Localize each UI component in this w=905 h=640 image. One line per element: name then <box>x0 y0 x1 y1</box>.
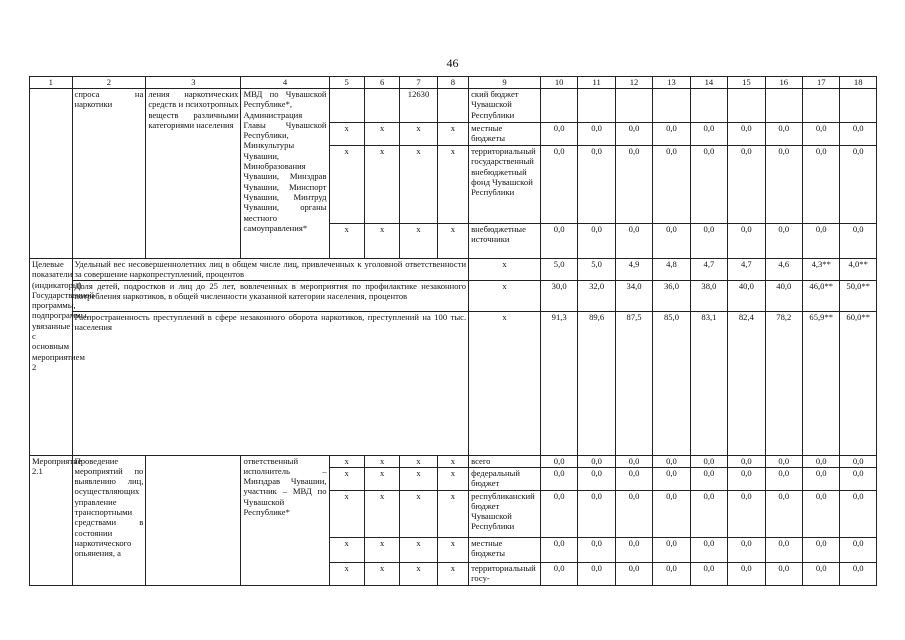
event-result-cell <box>146 455 241 585</box>
value-cell: 0,0 <box>615 224 652 259</box>
indicator-mark-cell: x <box>469 259 541 281</box>
funding-source-cell: территориальный госу- <box>469 562 541 585</box>
funding-source-cell: всего <box>469 455 541 467</box>
value-cell: 0,0 <box>615 537 652 562</box>
value-cell: 0,0 <box>653 490 690 537</box>
value-cell: 0,0 <box>803 123 840 146</box>
value-cell: 0,0 <box>765 123 802 146</box>
value-cell: 4,9 <box>615 259 652 281</box>
value-cell: 0,0 <box>653 146 690 224</box>
code-cell: 12630 <box>400 89 437 123</box>
indicator-row <box>30 311 877 455</box>
value-cell: 0,0 <box>578 467 615 490</box>
value-cell: 0,0 <box>803 562 840 585</box>
value-cell: 0,0 <box>803 467 840 490</box>
value-cell: 0,0 <box>765 455 802 467</box>
value-cell: 0,0 <box>615 146 652 224</box>
value-cell: 46,0** <box>803 280 840 311</box>
value-cell: 0,0 <box>540 467 577 490</box>
value-cell: 40,0 <box>728 280 765 311</box>
value-cell: 0,0 <box>578 224 615 259</box>
value-cell: 5,0 <box>578 259 615 281</box>
event-executor-cell: ответственный исполнитель – Минздрав Чувашии, участник – МВД по Чувашской Республике* <box>241 455 329 585</box>
value-cell: 89,6 <box>578 311 615 455</box>
column-number-6: 6 <box>364 77 399 89</box>
column-number-18: 18 <box>840 77 877 89</box>
value-cell: 0,0 <box>840 224 877 259</box>
value-cell <box>540 89 577 123</box>
value-cell: 0,0 <box>840 455 877 467</box>
value-cell: 4,6 <box>765 259 802 281</box>
code-cell: x <box>329 224 364 259</box>
value-cell: 0,0 <box>690 490 727 537</box>
value-cell: 78,2 <box>765 311 802 455</box>
value-cell: 91,3 <box>540 311 577 455</box>
table-body <box>30 77 877 586</box>
code-cell: x <box>400 562 437 585</box>
value-cell: 0,0 <box>578 146 615 224</box>
activity-result-cell: ления наркотических средств и психотропных веществ различными категориями населения <box>146 89 241 259</box>
code-cell: x <box>364 537 399 562</box>
page-number: 46 <box>446 56 459 70</box>
indicators-label-cell: Целевые показатели (индикаторы) Государственной программы, подпрограммы, увязанные с основным мероприятием 2 <box>30 259 73 456</box>
value-cell: 4,7 <box>690 259 727 281</box>
value-cell: 0,0 <box>803 224 840 259</box>
value-cell: 0,0 <box>765 537 802 562</box>
value-cell: 0,0 <box>728 123 765 146</box>
value-cell: 36,0 <box>653 280 690 311</box>
value-cell: 0,0 <box>803 455 840 467</box>
activity-name-cell: спроса на наркотики <box>72 89 146 259</box>
code-cell: x <box>364 146 399 224</box>
code-cell <box>437 89 468 123</box>
column-number-13: 13 <box>653 77 690 89</box>
value-cell: 0,0 <box>690 537 727 562</box>
value-cell: 0,0 <box>728 224 765 259</box>
value-cell: 5,0 <box>540 259 577 281</box>
value-cell <box>615 89 652 123</box>
value-cell: 0,0 <box>578 490 615 537</box>
value-cell <box>765 89 802 123</box>
funding-source-cell: внебюджетные источники <box>469 224 541 259</box>
code-cell: x <box>329 467 364 490</box>
code-cell: x <box>329 123 364 146</box>
value-cell: 0,0 <box>690 562 727 585</box>
value-cell: 0,0 <box>615 123 652 146</box>
event-label-cell: Мероприятие 2.1 <box>30 455 73 585</box>
column-number-4: 4 <box>241 77 329 89</box>
value-cell: 0,0 <box>690 146 727 224</box>
column-number-10: 10 <box>540 77 577 89</box>
code-cell: x <box>400 467 437 490</box>
value-cell: 4,8 <box>653 259 690 281</box>
code-cell: x <box>437 562 468 585</box>
code-cell: x <box>329 455 364 467</box>
value-cell: 0,0 <box>615 455 652 467</box>
code-cell: x <box>364 467 399 490</box>
value-cell: 40,0 <box>765 280 802 311</box>
value-cell <box>840 89 877 123</box>
activity-number-cell <box>30 89 73 259</box>
code-cell: x <box>364 123 399 146</box>
column-number-16: 16 <box>765 77 802 89</box>
code-cell: x <box>364 562 399 585</box>
code-cell: x <box>364 490 399 537</box>
value-cell: 0,0 <box>765 562 802 585</box>
value-cell: 0,0 <box>540 490 577 537</box>
value-cell: 85,0 <box>653 311 690 455</box>
code-cell: x <box>437 224 468 259</box>
code-cell: x <box>437 455 468 467</box>
code-cell: x <box>329 537 364 562</box>
value-cell: 87,5 <box>615 311 652 455</box>
value-cell: 32,0 <box>578 280 615 311</box>
code-cell: x <box>400 224 437 259</box>
code-cell: x <box>400 146 437 224</box>
value-cell: 0,0 <box>615 467 652 490</box>
value-cell: 0,0 <box>690 224 727 259</box>
value-cell: 30,0 <box>540 280 577 311</box>
value-cell: 0,0 <box>765 146 802 224</box>
code-cell: x <box>437 537 468 562</box>
value-cell: 4,7 <box>728 259 765 281</box>
event-name-cell: Проведение мероприятий по выявлению лиц, осуществляющих управление транспортными средствами в состоянии наркотического опьянения, а <box>72 455 146 585</box>
value-cell: 0,0 <box>728 455 765 467</box>
indicator-mark-cell: x <box>469 311 541 455</box>
value-cell: 0,0 <box>540 123 577 146</box>
value-cell: 0,0 <box>840 467 877 490</box>
value-cell: 0,0 <box>690 455 727 467</box>
value-cell: 60,0** <box>840 311 877 455</box>
code-cell: x <box>364 224 399 259</box>
code-cell: x <box>400 123 437 146</box>
funding-source-cell: местные бюджеты <box>469 123 541 146</box>
value-cell: 0,0 <box>840 537 877 562</box>
value-cell: 82,4 <box>728 311 765 455</box>
value-cell <box>728 89 765 123</box>
code-cell: x <box>329 490 364 537</box>
value-cell: 0,0 <box>803 490 840 537</box>
code-cell: x <box>400 537 437 562</box>
indicator-row <box>30 280 877 311</box>
column-number-row <box>30 77 877 89</box>
column-number-17: 17 <box>803 77 840 89</box>
value-cell: 0,0 <box>728 490 765 537</box>
value-cell: 0,0 <box>803 537 840 562</box>
column-number-12: 12 <box>615 77 652 89</box>
column-number-3: 3 <box>146 77 241 89</box>
table-row <box>30 89 877 123</box>
value-cell: 0,0 <box>840 490 877 537</box>
indicator-text-cell: Удельный вес несовершеннолетних лиц в общем числе лиц, привлеченных к уголовной ответственности за совершение наркопреступлений, процентов <box>72 259 469 281</box>
value-cell: 0,0 <box>540 224 577 259</box>
funding-source-cell: местные бюджеты <box>469 537 541 562</box>
code-cell: x <box>364 455 399 467</box>
value-cell: 0,0 <box>653 224 690 259</box>
column-number-2: 2 <box>72 77 146 89</box>
value-cell: 0,0 <box>653 123 690 146</box>
code-cell: x <box>437 123 468 146</box>
value-cell: 0,0 <box>540 146 577 224</box>
value-cell: 0,0 <box>803 146 840 224</box>
value-cell: 50,0** <box>840 280 877 311</box>
value-cell: 0,0 <box>540 537 577 562</box>
value-cell: 4,3** <box>803 259 840 281</box>
code-cell: x <box>329 562 364 585</box>
value-cell: 0,0 <box>728 537 765 562</box>
value-cell: 0,0 <box>728 146 765 224</box>
value-cell <box>690 89 727 123</box>
value-cell: 0,0 <box>615 490 652 537</box>
value-cell: 0,0 <box>690 123 727 146</box>
value-cell: 0,0 <box>765 467 802 490</box>
table-row <box>30 455 877 467</box>
value-cell: 0,0 <box>653 562 690 585</box>
code-cell <box>329 89 364 123</box>
column-number-1: 1 <box>30 77 73 89</box>
code-cell: x <box>437 490 468 537</box>
program-table <box>29 76 877 586</box>
value-cell: 0,0 <box>540 562 577 585</box>
column-number-11: 11 <box>578 77 615 89</box>
column-number-7: 7 <box>400 77 437 89</box>
value-cell: 0,0 <box>728 562 765 585</box>
value-cell: 65,9** <box>803 311 840 455</box>
code-cell: x <box>437 467 468 490</box>
code-cell: x <box>437 146 468 224</box>
funding-source-cell: территориальный государственный внебюджетный фонд Чувашской Республики <box>469 146 541 224</box>
value-cell: 0,0 <box>653 455 690 467</box>
value-cell: 0,0 <box>840 562 877 585</box>
value-cell: 0,0 <box>840 146 877 224</box>
code-cell: x <box>329 146 364 224</box>
executor-cell: МВД по Чувашской Республике*, Администрация Главы Чувашской Республики, Минкультуры Чувашии, Минобразования Чувашии, Минздрав Чувашии, Минспорт Чувашии, Минтруд Чувашии, органы местного самоуправления* <box>241 89 329 259</box>
value-cell: 38,0 <box>690 280 727 311</box>
funding-source-cell: республиканский бюджет Чувашской Республики <box>469 490 541 537</box>
value-cell: 0,0 <box>578 455 615 467</box>
value-cell: 0,0 <box>540 455 577 467</box>
code-cell: x <box>400 490 437 537</box>
value-cell: 0,0 <box>765 490 802 537</box>
value-cell <box>803 89 840 123</box>
value-cell: 0,0 <box>653 537 690 562</box>
value-cell <box>653 89 690 123</box>
value-cell: 0,0 <box>690 467 727 490</box>
value-cell: 83,1 <box>690 311 727 455</box>
indicator-text-cell: Доля детей, подростков и лиц до 25 лет, вовлеченных в мероприятия по профилактике незаконного потребления наркотиков, в общей численности указанной категории населения, процентов <box>72 280 469 311</box>
value-cell: 4,0** <box>840 259 877 281</box>
value-cell: 0,0 <box>840 123 877 146</box>
code-cell <box>364 89 399 123</box>
value-cell: 0,0 <box>728 467 765 490</box>
column-number-15: 15 <box>728 77 765 89</box>
column-number-14: 14 <box>690 77 727 89</box>
funding-source-cell: ский бюджет Чувашской Республики <box>469 89 541 123</box>
value-cell: 0,0 <box>615 562 652 585</box>
value-cell: 0,0 <box>578 123 615 146</box>
column-number-5: 5 <box>329 77 364 89</box>
value-cell: 0,0 <box>578 537 615 562</box>
indicator-row <box>30 259 877 281</box>
value-cell <box>578 89 615 123</box>
column-number-8: 8 <box>437 77 468 89</box>
indicator-text-cell: Распространенность преступлений в сфере незаконного оборота наркотиков, преступлений на 100 тыс. населения <box>72 311 469 455</box>
code-cell: x <box>400 455 437 467</box>
column-number-9: 9 <box>469 77 541 89</box>
value-cell: 34,0 <box>615 280 652 311</box>
value-cell: 0,0 <box>578 562 615 585</box>
value-cell: 0,0 <box>653 467 690 490</box>
indicator-mark-cell: x <box>469 280 541 311</box>
value-cell: 0,0 <box>765 224 802 259</box>
funding-source-cell: федеральный бюджет <box>469 467 541 490</box>
